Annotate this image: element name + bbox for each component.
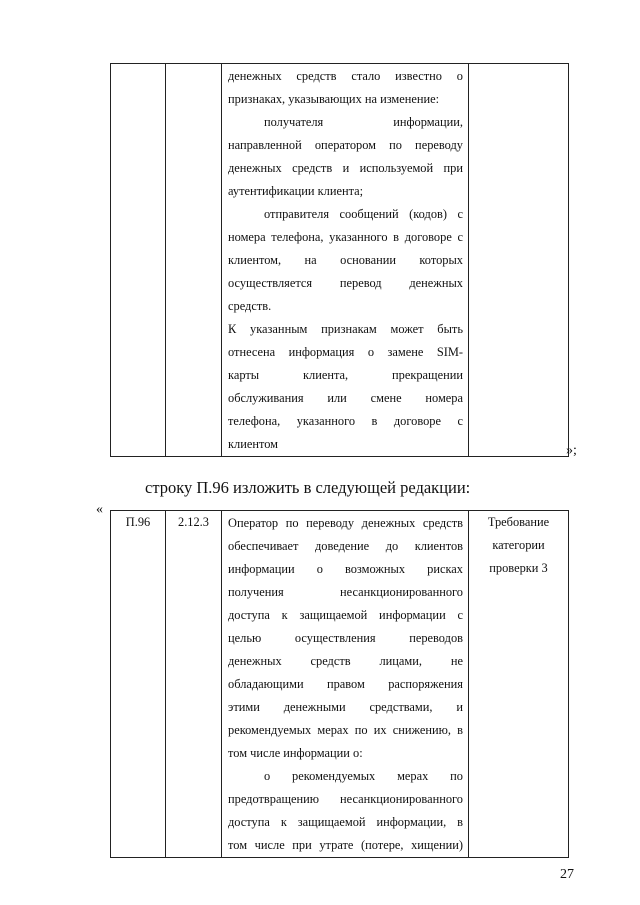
text-line: целью осуществления переводов — [228, 631, 463, 645]
note-cell — [469, 64, 569, 457]
text-line: клиентом, на основании которых — [228, 253, 463, 267]
text-line: рекомендуемых мерах по их снижению, в — [228, 723, 463, 737]
text-line: получения несанкционированного — [228, 585, 463, 599]
text-line: К указанным признакам может быть — [228, 322, 463, 336]
text-line: отправителя сообщений (кодов) с — [264, 207, 463, 221]
text-line: признаках, указывающих на изменение: — [228, 92, 440, 106]
text-line: телефона, указанного в договоре с — [228, 414, 463, 428]
page-number: 27 — [560, 867, 574, 882]
text-line: обеспечивает доведение до клиентов — [228, 539, 463, 553]
text-line: денежных средств и используемой при — [228, 161, 463, 175]
text-line: отнесена информация о замене SIM- — [228, 345, 463, 359]
table-row — [111, 64, 569, 457]
text-line: денежных средств лицами, не — [228, 654, 463, 668]
text-line: том числе при утрате (потере, хищении) — [228, 838, 463, 852]
text-line: о рекомендуемых мерах по — [264, 769, 463, 783]
text-line: номера телефона, указанного в договоре с — [228, 230, 463, 244]
item-number-cell: П.96 — [111, 511, 166, 858]
text-line: этими денежными средствами, и — [228, 700, 463, 714]
item-number-cell — [111, 64, 166, 457]
description-cell — [222, 64, 469, 457]
requirements-table-continuation — [110, 63, 569, 457]
text-line: денежных средств стало известно о — [228, 69, 463, 83]
text-line: доступа к защищаемой информации, в — [228, 815, 463, 829]
text-line: обладающими правом распоряжения — [228, 677, 463, 691]
clause-cell: 2.12.3 — [166, 511, 222, 858]
text-line: клиентом — [228, 437, 279, 451]
text-line: доступа к защищаемой информации с — [228, 608, 463, 622]
description-cell — [222, 511, 469, 858]
text-line: осуществляется перевод денежных — [228, 276, 463, 290]
text-line: средств. — [228, 299, 272, 313]
text-line: обслуживания или смене номера — [228, 391, 463, 405]
text-line: информации о возможных рисках — [228, 562, 463, 576]
text-line: том числе информации о: — [228, 746, 363, 760]
amendment-instruction: строку П.96 изложить в следующей редакции: — [145, 478, 471, 497]
text-line: предотвращению несанкционированного — [228, 792, 463, 806]
table-row — [111, 511, 569, 858]
text-line: карты клиента, прекращении — [228, 368, 463, 382]
text-line: аутентификации клиента; — [228, 184, 364, 198]
text-line: получателя информации, — [264, 115, 463, 129]
text-line: направленной оператором по переводу — [228, 138, 463, 152]
requirement-cell: Требование категории проверки 3 — [469, 511, 569, 858]
text-line: Оператор по переводу денежных средств — [228, 516, 463, 530]
clause-cell — [166, 64, 222, 457]
closing-quote: »; — [566, 443, 577, 458]
opening-quote: « — [96, 502, 103, 517]
requirements-table-new-row — [110, 510, 569, 858]
